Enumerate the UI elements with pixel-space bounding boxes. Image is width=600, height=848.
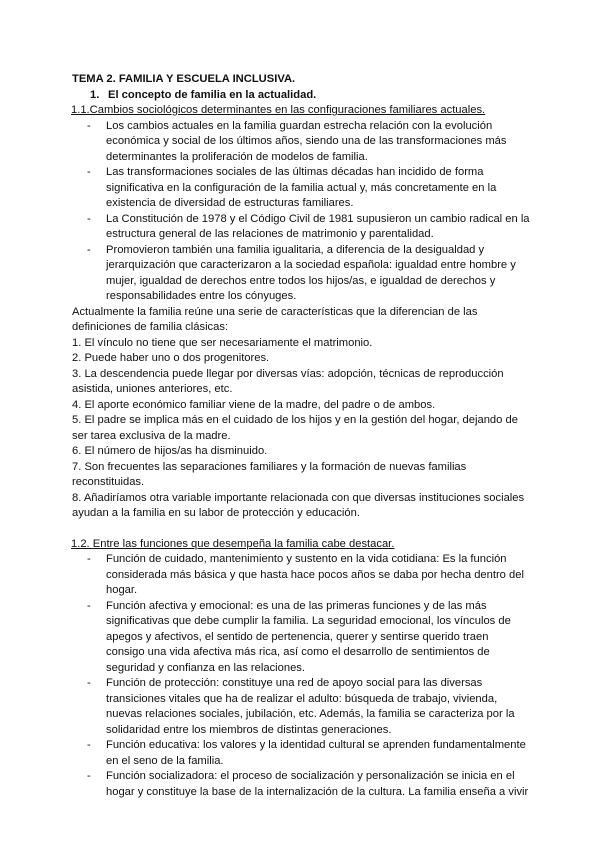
list-item: - Los cambios actuales en la familia guardan estrecha relación con la evolución económica y social de los últimos años, siendo una de las transformaciones más determinantes la proliferación de modelos de familia. <box>72 119 530 166</box>
list-item: 2. Puede haber uno o dos progenitores. <box>72 352 270 364</box>
list-item: 5. El padre se implica más en el cuidado de los hijos y en la gestión del hogar, dejando de ser tarea exclusiva de la madre. <box>72 414 518 442</box>
list-item: - Función socializadora: el proceso de socialización y personalización se inicia en el hogar y constituye la base de la internalización de la cultura. La familia enseña a vivir <box>72 769 530 800</box>
list-item: 4. El aporte económico familiar viene de la madre, del padre o de ambos. <box>72 398 436 411</box>
bullet-list-1-1 <box>72 119 530 305</box>
list-item: - Las transformaciones sociales de las últimas décadas han incidido de forma significativa en la configuración de la familia actual y, más concretamente en la existencia de diversidad de estructuras familiares. <box>72 165 530 212</box>
list-item: 6. El número de hijos/as ha disminuido. <box>72 445 268 457</box>
list-item: - Función afectiva y emocional: es una de las primeras funciones y de las más significativas que debe cumplir la familia. La seguridad emocional, los vínculos de apegos y afectivos, el sentido de pertenencia, querer y sentirse querido traen consigo una vida afectiva más rica, así como el desarrollo de sentimientos de seguridad y confianza en las relaciones. <box>72 599 530 677</box>
list-item: 3. La descendencia puede llegar por diversas vías: adopción, técnicas de reproducción asistida, uniones anteriores, etc. <box>72 367 504 395</box>
list-item: - Función de cuidado, mantenimiento y sustento en la vida cotidiana: Es la función considerada más básica y que hasta hace pocos años se daba por hecha dentro del hogar. <box>72 552 530 599</box>
numbered-list <box>72 336 530 522</box>
list-item: - Promovieron también una familia igualitaria, a diferencia de la desigualdad y jerarquización que caracterizaron a la sociedad española: igualdad entre hombre y mujer, igualdad de derechos entre todos los hijos/as, e igualdad de derechos y responsabilidades entre los cónyuges. <box>72 243 530 305</box>
list-item: - La Constitución de 1978 y el Código Civil de 1981 supusieron un cambio radical en la estructura general de las relaciones de matrimonio y parentalidad. <box>72 212 530 243</box>
document-page <box>72 72 530 800</box>
section-title-text: El concepto de familia en la actualidad. <box>108 88 317 101</box>
list-item: 7. Son frecuentes las separaciones familiares y la formación de nuevas familias reconstituidas. <box>72 460 467 488</box>
spacer <box>72 522 530 537</box>
subsection-heading-1-1: 1.1.Cambios sociológicos determinantes en las configuraciones familiares actuales. <box>71 104 486 116</box>
intro-paragraph: Actualmente la familia reúne una serie de características que la diferencian de las definiciones de familia clásicas: <box>72 305 478 333</box>
list-item: - Función educativa: los valores y la identidad cultural se aprenden fundamentalmente en el seno de la familia. <box>72 738 530 769</box>
list-item: - Función de protección: constituye una red de apoyo social para las diversas transiciones vitales que ha de realizar el adulto: búsqueda de trabajo, vivienda, nuevas relaciones sociales, jubilación, etc. Además, la familia se caracteriza por la solidaridad entre los miembros de distintas generaciones. <box>72 676 530 738</box>
list-item: 8. Añadiríamos otra variable importante relacionada con que diversas instituciones sociales ayudan a la familia en su labor de protección y educación. <box>72 491 525 519</box>
section-number: 1. <box>90 88 100 101</box>
section-title <box>90 88 530 104</box>
document-title: TEMA 2. FAMILIA Y ESCUELA INCLUSIVA. <box>72 73 296 85</box>
bullet-list-1-2 <box>72 552 530 800</box>
list-item: 1. El vínculo no tiene que ser necesariamente el matrimonio. <box>72 336 373 349</box>
subsection-heading-1-2: 1.2. Entre las funciones que desempeña la familia cabe destacar. <box>71 537 395 550</box>
